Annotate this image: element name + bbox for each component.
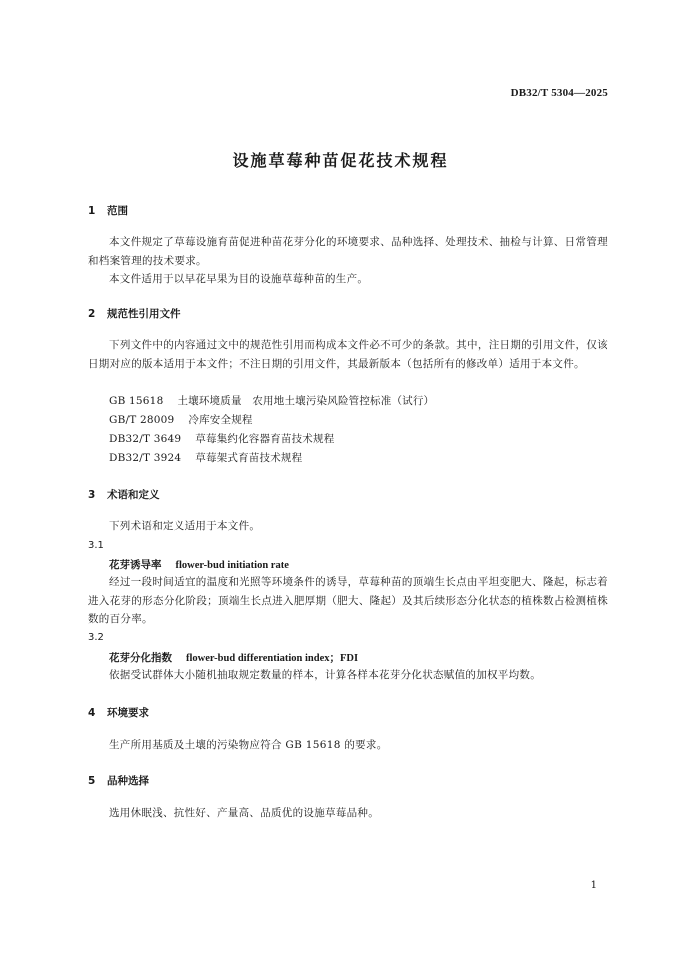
reference-code: DB32/T 3649 [109, 433, 182, 445]
term-3-1-definition: 经过一段时间适宜的温度和光照等环境条件的诱导，草莓种苗的顶端生长点由平坦变肥大、隆起，标志着进入花芽的形态分化阶段；顶端生长点进入肥厚期（肥大、隆起）及其后续形态分化状态的植株数占检测植株数的百分率。 [88, 576, 608, 625]
section-title: 环境要求 [107, 707, 149, 719]
term-3-2-definition: 依据受试群体大小随机抽取规定数量的样本，计算各样本花芽分化状态赋值的加权平均数。 [109, 669, 541, 681]
section-title: 术语和定义 [107, 489, 160, 501]
document-title: 设施草莓种苗促花技术规程 [232, 151, 449, 170]
section-4-para-1: 生产所用基质及土壤的污染物应符合 GB 15618 的要求。 [109, 739, 388, 751]
reference-item [109, 412, 253, 427]
section-4-heading [88, 705, 149, 720]
term-3-1 [109, 557, 289, 572]
reference-title: 土壤环境质量 农用地土壤污染风险管控标准（试行） [177, 395, 435, 407]
term-3-2-number: 3.2 [88, 632, 104, 643]
term-chinese: 花芽诱导率 [109, 559, 162, 571]
term-3-2 [109, 650, 358, 665]
term-english: flower-bud differentiation index；FDI [186, 653, 359, 664]
section-2-para-1: 下列文件中的内容通过文中的规范性引用而构成本文件必不可少的条款。其中，注日期的引用文件，仅该日期对应的版本适用于本文件；不注日期的引用文件，其最新版本（包括所有的修改单）适用于本文件。 [88, 339, 608, 370]
section-title: 范围 [107, 205, 128, 217]
reference-item [109, 450, 302, 465]
section-5-para-1: 选用休眠浅、抗性好、产量高、品质优的设施草莓品种。 [109, 807, 379, 819]
section-number: 1 [88, 205, 96, 217]
term-chinese: 花芽分化指数 [109, 652, 172, 664]
section-3-heading [88, 487, 160, 502]
reference-item [109, 431, 334, 446]
term-english: flower-bud initiation rate [175, 560, 289, 571]
section-1-para-2: 本文件适用于以早花早果为目的设施草莓种苗的生产。 [109, 273, 369, 285]
section-title: 规范性引用文件 [107, 308, 181, 320]
reference-item [109, 393, 434, 408]
section-2-heading [88, 306, 181, 321]
section-3-para-1: 下列术语和定义适用于本文件。 [109, 520, 261, 532]
section-number: 2 [88, 308, 96, 320]
reference-title: 草莓集约化容器育苗技术规程 [195, 433, 335, 445]
section-number: 3 [88, 489, 96, 501]
page-number: 1 [590, 880, 597, 891]
reference-code: DB32/T 3924 [109, 452, 182, 464]
section-5-heading [88, 773, 149, 788]
reference-title: 冷库安全规程 [188, 414, 253, 426]
reference-code: GB/T 28009 [109, 414, 175, 426]
reference-title: 草莓架式育苗技术规程 [195, 452, 303, 464]
section-1-heading [88, 203, 128, 218]
section-1-para-1: 本文件规定了草莓设施育苗促进种苗花芽分化的环境要求、品种选择、处理技术、抽检与计算、日常管理和档案管理的技术要求。 [88, 236, 608, 267]
standard-code: DB32/T 5304—2025 [510, 87, 608, 99]
section-number: 5 [88, 775, 96, 787]
term-3-1-number: 3.1 [88, 540, 104, 551]
reference-code: GB 15618 [109, 395, 164, 407]
section-title: 品种选择 [107, 775, 149, 787]
section-number: 4 [88, 707, 96, 719]
